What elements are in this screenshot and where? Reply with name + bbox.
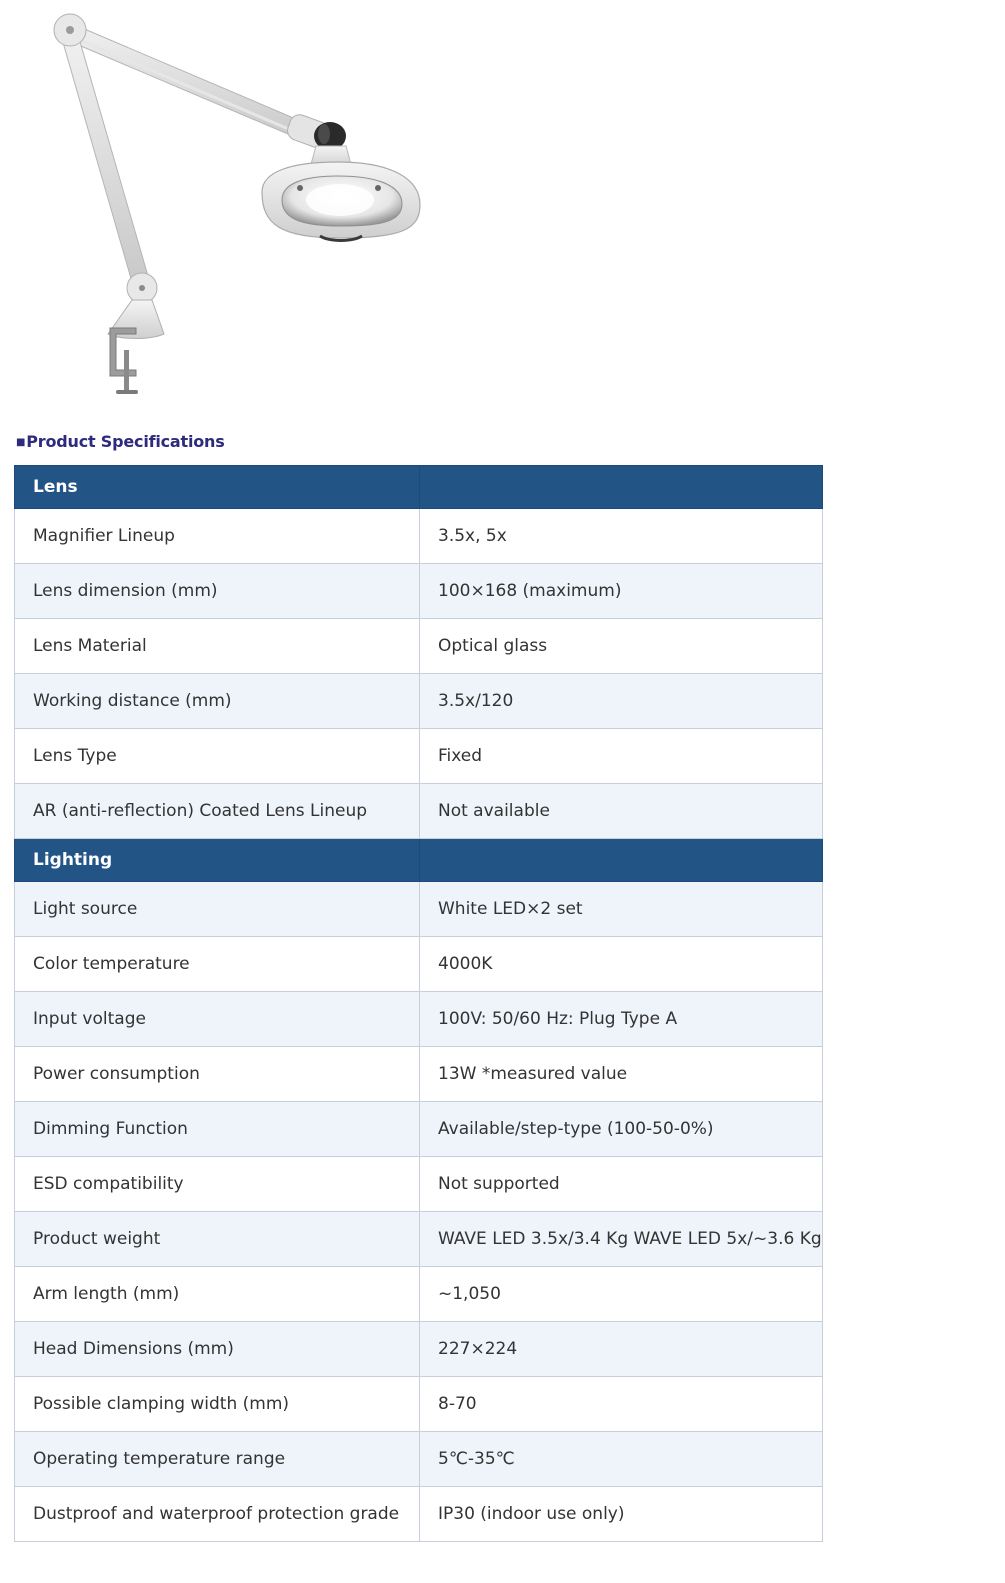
- table-row: [15, 619, 823, 674]
- spec-label: Dimming Function: [15, 1102, 420, 1157]
- spec-value: Available/step-type (100-50-0%): [420, 1102, 823, 1157]
- spec-label: Product weight: [15, 1212, 420, 1267]
- spec-value: 100×168 (maximum): [420, 564, 823, 619]
- spec-label: Color temperature: [15, 937, 420, 992]
- group-header-lighting: [15, 839, 823, 882]
- group-header-lens: [15, 466, 823, 509]
- table-row: [15, 1487, 823, 1542]
- spec-value: 3.5x/120: [420, 674, 823, 729]
- table-row: [15, 1102, 823, 1157]
- table-row: [15, 729, 823, 784]
- section-title: Product Specifications: [26, 432, 225, 451]
- spec-value: Not supported: [420, 1157, 823, 1212]
- spec-value: IP30 (indoor use only): [420, 1487, 823, 1542]
- spec-label: AR (anti-reflection) Coated Lens Lineup: [15, 784, 420, 839]
- spec-value: 227×224: [420, 1322, 823, 1377]
- group-title: Lighting: [15, 839, 420, 882]
- table-row: [15, 992, 823, 1047]
- spec-value: 5℃-35℃: [420, 1432, 823, 1487]
- table-row: [15, 1212, 823, 1267]
- table-row: [15, 1432, 823, 1487]
- spec-value: ~1,050: [420, 1267, 823, 1322]
- group-title: Lens: [15, 466, 420, 509]
- group-header-blank: [420, 839, 823, 882]
- magnifier-lamp-image: [40, 0, 440, 410]
- spec-label: Possible clamping width (mm): [15, 1377, 420, 1432]
- table-row: [15, 1267, 823, 1322]
- spec-value: 13W *measured value: [420, 1047, 823, 1102]
- spec-label: Input voltage: [15, 992, 420, 1047]
- spec-label: Arm length (mm): [15, 1267, 420, 1322]
- spec-label: Head Dimensions (mm): [15, 1322, 420, 1377]
- spec-label: Working distance (mm): [15, 674, 420, 729]
- spec-value: 4000K: [420, 937, 823, 992]
- spec-label: Lens dimension (mm): [15, 564, 420, 619]
- table-row: [15, 1322, 823, 1377]
- table-row: [15, 1157, 823, 1212]
- table-row: [15, 784, 823, 839]
- table-row: [15, 674, 823, 729]
- spec-label: Operating temperature range: [15, 1432, 420, 1487]
- spec-value: Fixed: [420, 729, 823, 784]
- spec-value: Optical glass: [420, 619, 823, 674]
- spec-label: Lens Material: [15, 619, 420, 674]
- spec-label: Power consumption: [15, 1047, 420, 1102]
- table-row: [15, 1047, 823, 1102]
- spec-value: White LED×2 set: [420, 882, 823, 937]
- spec-value: WAVE LED 3.5x/3.4 Kg WAVE LED 5x/~3.6 Kg: [420, 1212, 823, 1267]
- spec-value: Not available: [420, 784, 823, 839]
- spec-label: Lens Type: [15, 729, 420, 784]
- section-heading: [16, 432, 225, 451]
- table-row: [15, 509, 823, 564]
- group-header-blank: [420, 466, 823, 509]
- heading-bullet: ■: [16, 437, 26, 448]
- spec-label: Dustproof and waterproof protection grade: [15, 1487, 420, 1542]
- spec-value: 100V: 50/60 Hz: Plug Type A: [420, 992, 823, 1047]
- spec-label: Light source: [15, 882, 420, 937]
- spec-label: ESD compatibility: [15, 1157, 420, 1212]
- spec-value: 3.5x, 5x: [420, 509, 823, 564]
- table-row: [15, 564, 823, 619]
- spec-value: 8-70: [420, 1377, 823, 1432]
- spec-label: Magnifier Lineup: [15, 509, 420, 564]
- spec-table: [14, 465, 823, 1542]
- table-row: [15, 1377, 823, 1432]
- table-row: [15, 937, 823, 992]
- table-row: [15, 882, 823, 937]
